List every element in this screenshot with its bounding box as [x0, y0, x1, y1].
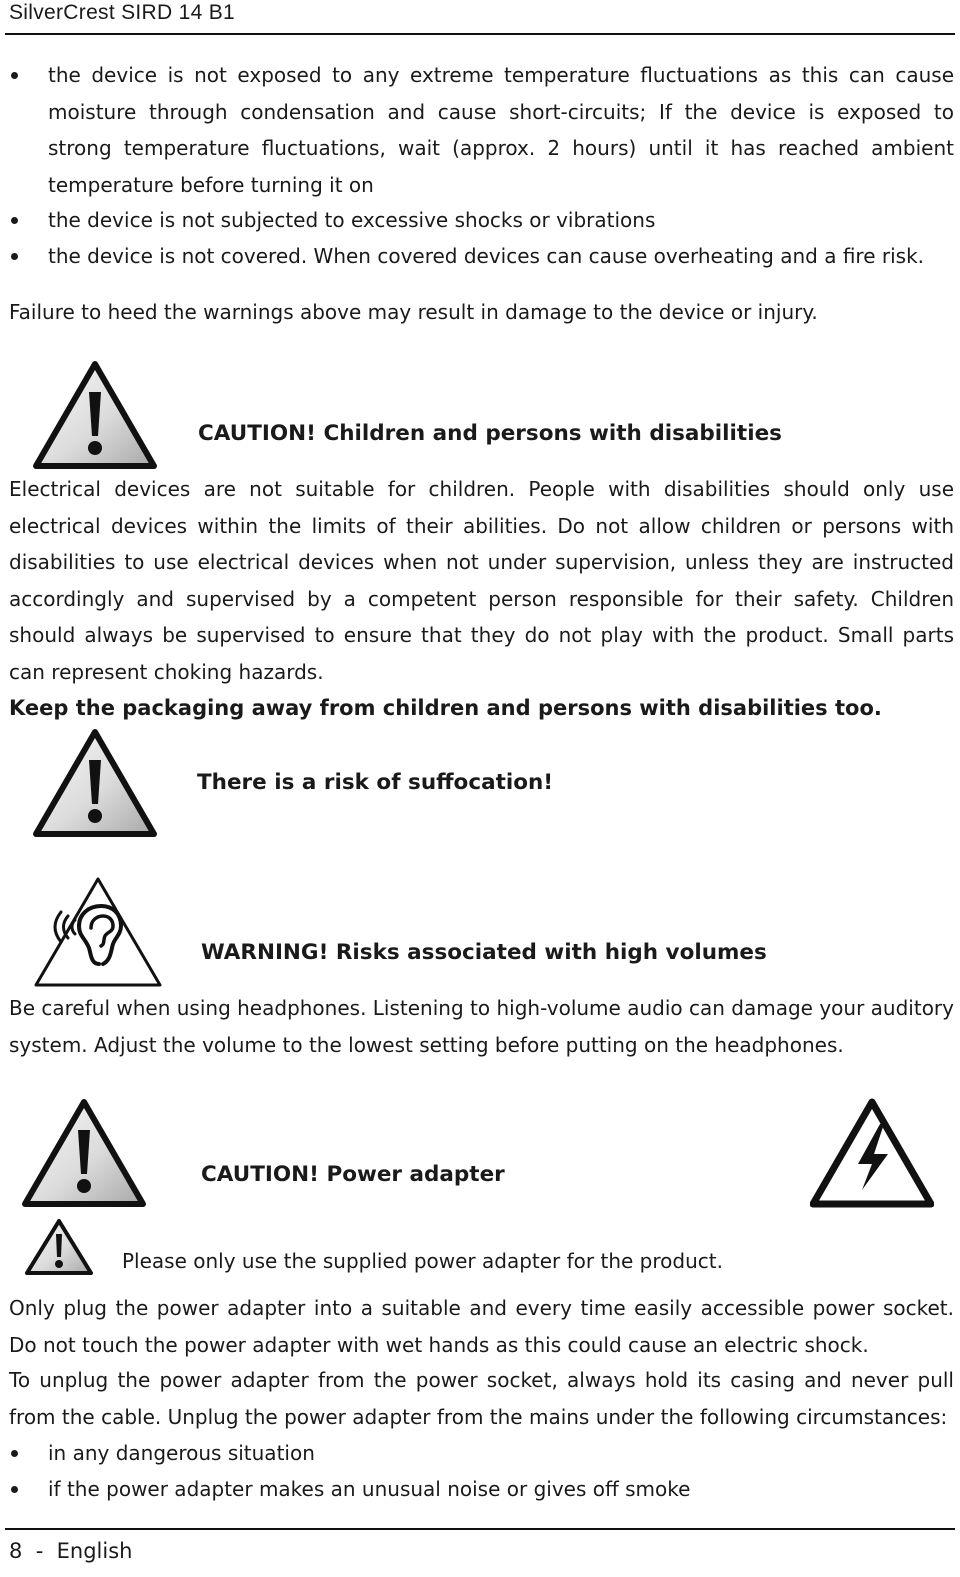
hearing-damage-warning-icon [33, 876, 163, 988]
power-adapter-note: Please only use the supplied power adapter for the product. [122, 1249, 723, 1273]
bullet-icon [11, 1450, 18, 1457]
suffocation-heading: There is a risk of suffocation! [197, 770, 554, 795]
power-adapter-heading: CAUTION! Power adapter [201, 1162, 505, 1187]
page-footer: 8 - English [9, 1539, 133, 1563]
list-item: if the power adapter makes an unusual noise or gives off smoke [9, 1471, 954, 1508]
electric-shock-warning-icon [810, 1098, 934, 1208]
power-adapter-para-1: Only plug the power adapter into a suitable and every time easily accessible power socket. Do not touch the power adapter with wet hands as this could cause an electric shock. [9, 1296, 954, 1357]
small-warning-triangle-icon [25, 1218, 93, 1276]
footer-rule [5, 1528, 955, 1530]
bullet-icon [11, 1486, 18, 1493]
list-item: the device is not exposed to any extreme temperature fluctuations as this can cause moisture through condensation and cause short-circuits; If the device is exposed to strong temperature fluctuations, wait (approx. 2 hours) until it has reached ambient temperature before turning it on [9, 57, 954, 203]
packaging-warning: Keep the packaging away from children and persons with disabilities too. [9, 696, 882, 720]
volume-warning-heading: WARNING! Risks associated with high volumes [201, 940, 767, 965]
bullet-icon [11, 253, 18, 260]
power-adapter-para-2: To unplug the power adapter from the power socket, always hold its casing and never pull from the cable. Unplug the power adapter from the mains under the following circumstances: [9, 1368, 954, 1429]
warning-triangle-icon [22, 1098, 146, 1208]
list-item: the device is not covered. When covered devices can cause overheating and a fire risk. [9, 238, 954, 275]
document-header-title: SilverCrest SIRD 14 B1 [9, 1, 236, 24]
list-item: in any dangerous situation [9, 1435, 954, 1472]
list-item: the device is not subjected to excessive shocks or vibrations [9, 202, 954, 239]
bullet-icon [11, 217, 18, 224]
volume-warning-body: Be careful when using headphones. Listening to high-volume audio can damage your auditory system. Adjust the volume to the lowest setting before putting on the headphones. [9, 996, 954, 1057]
failure-warning-text: Failure to heed the warnings above may result in damage to the device or injury. [9, 300, 818, 324]
header-rule [5, 33, 955, 35]
caution-children-heading: CAUTION! Children and persons with disabilities [198, 421, 782, 446]
warning-triangle-icon [33, 728, 157, 838]
bullet-icon [11, 72, 18, 79]
warning-triangle-icon [33, 360, 157, 470]
caution-children-body: Electrical devices are not suitable for children. People with disabilities should only use electrical devices within the limits of their abilities. Do not allow children or persons with disabilities to use electrical devices when not under supervision, unless they are instructed accordingly and supervised by a competent person responsible for their safety. Children should always be supervised to ensure that they do not play with the product. Small parts can represent choking hazards. [9, 477, 954, 684]
